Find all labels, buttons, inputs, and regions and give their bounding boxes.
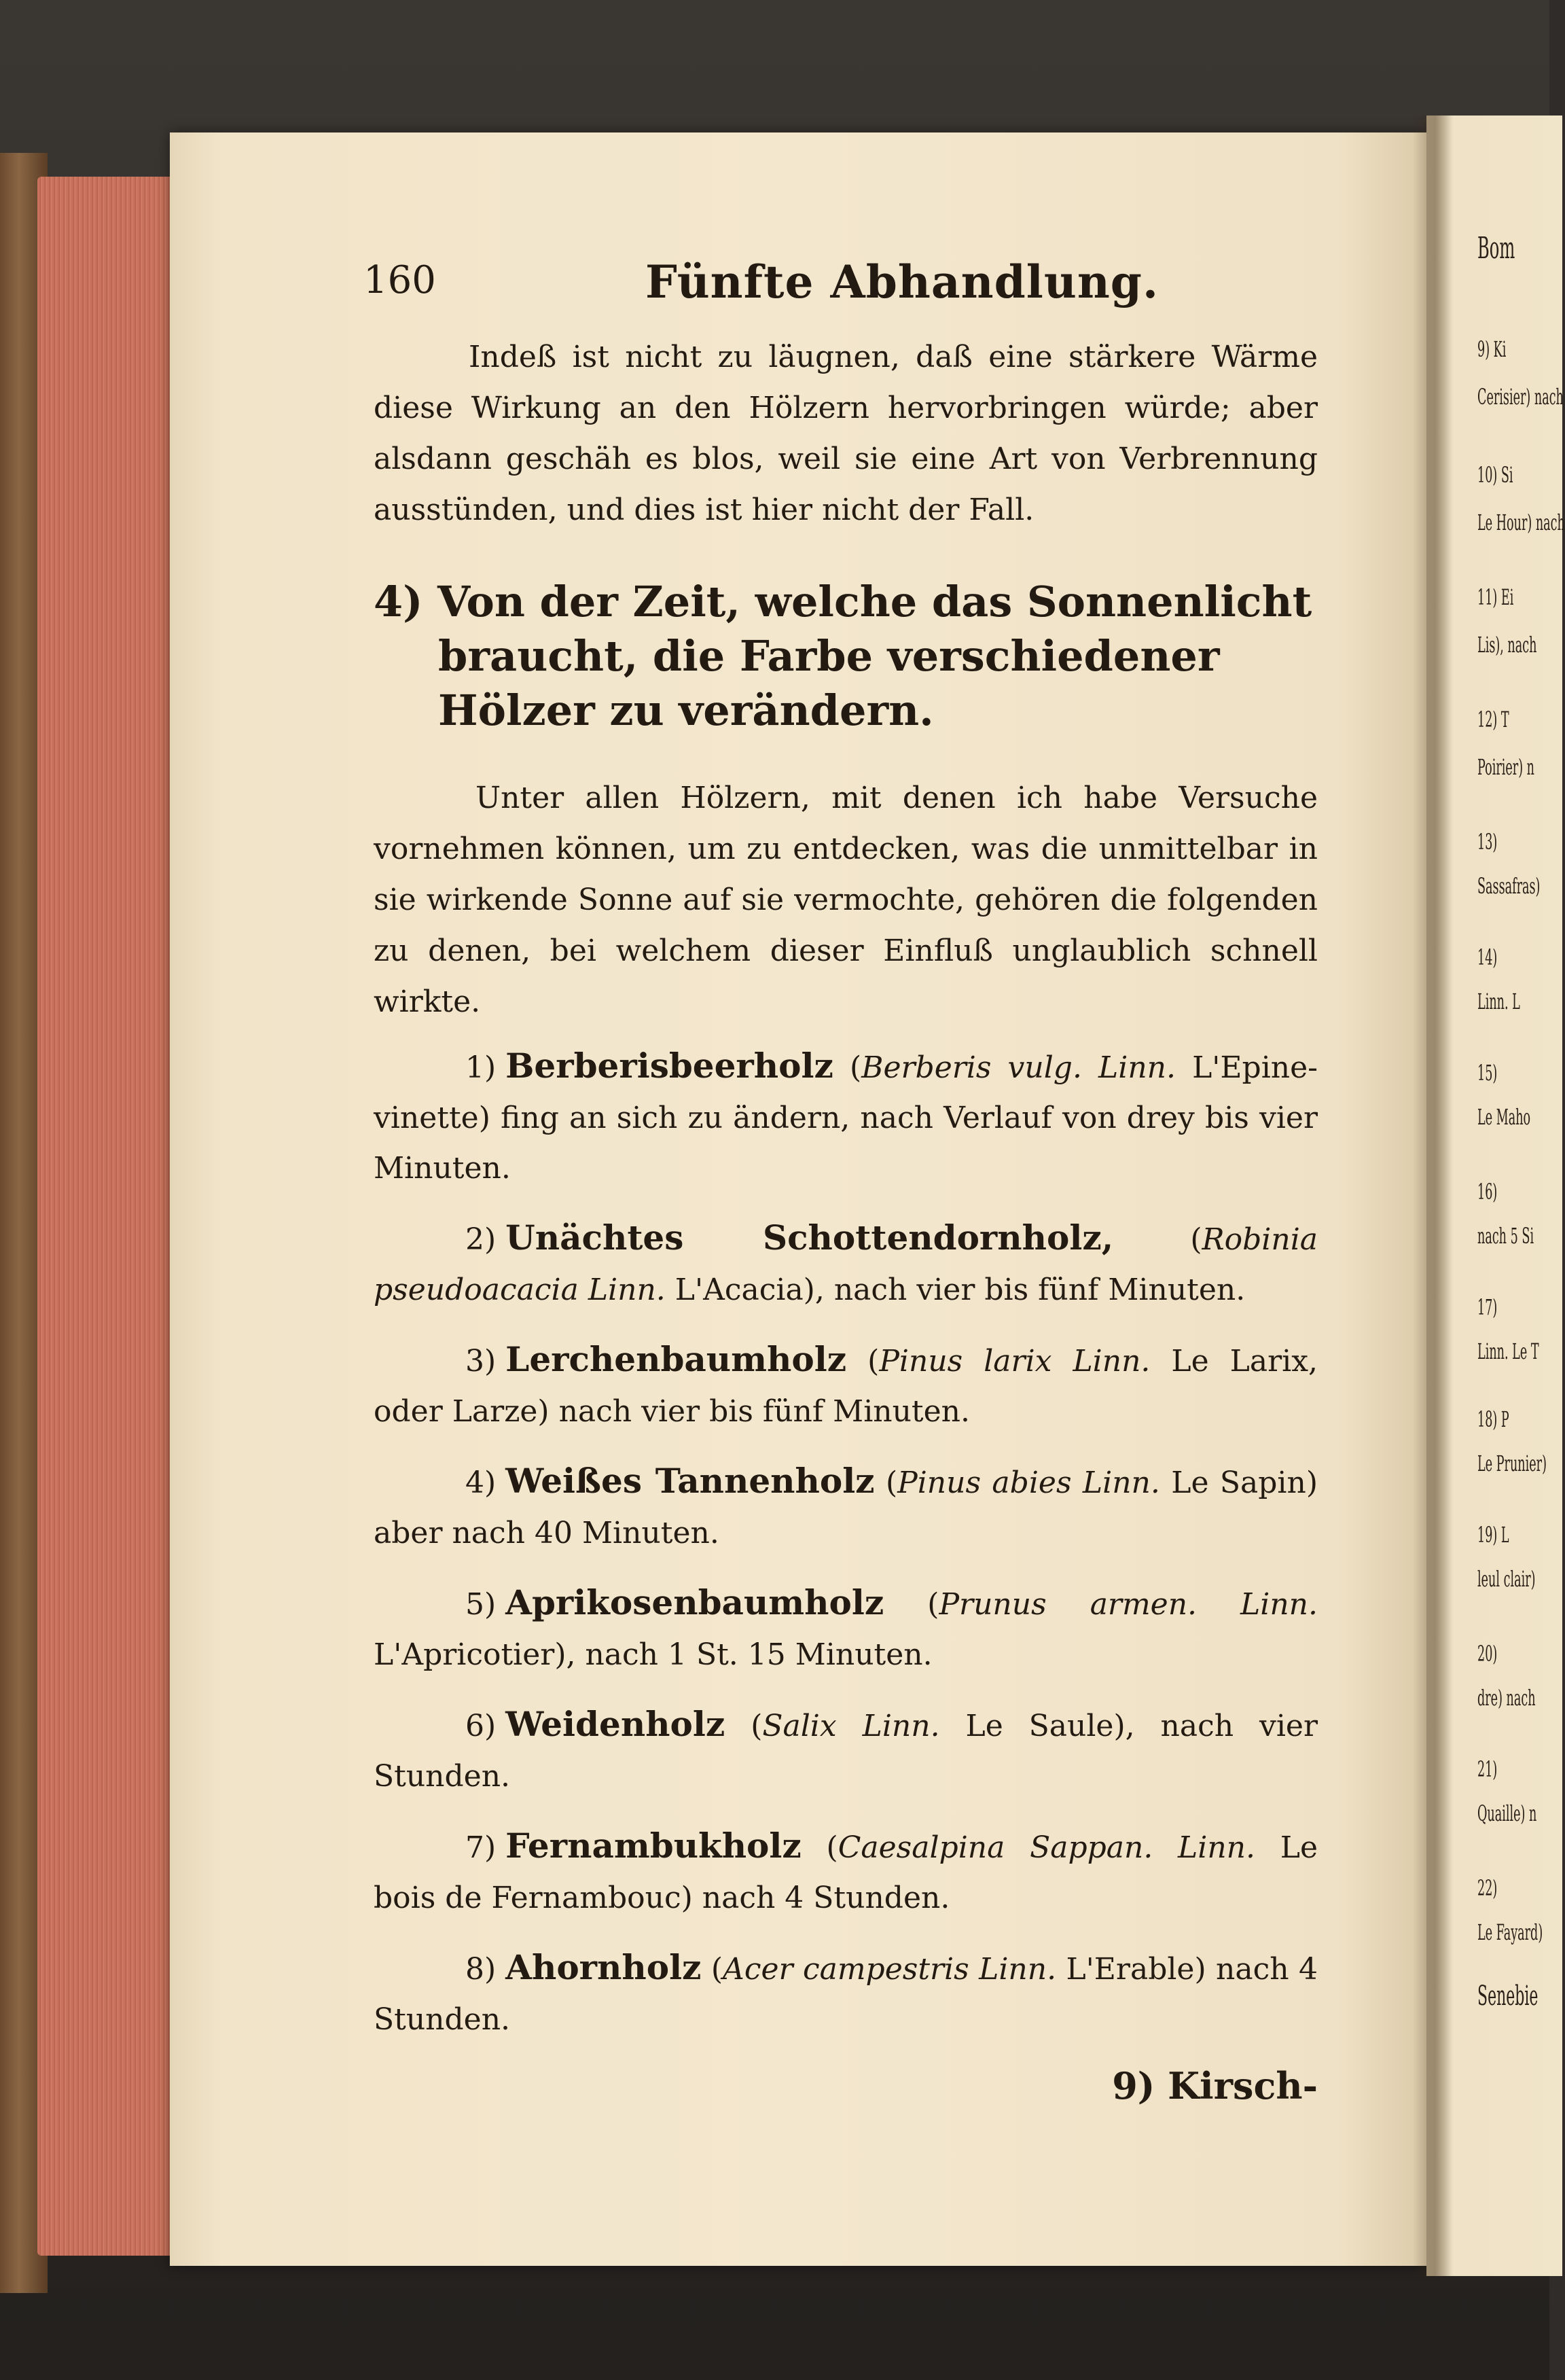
wood-name: Lerchenbaumholz [505,1339,847,1380]
latin-name: Berberis vulg. Linn. [861,1050,1176,1086]
list-item: 6) Weidenholz (Salix Linn. Le Saule), nach vier Stunden. [374,1704,1318,1794]
facing-fragment: Sassafras) [1477,873,1541,899]
facing-fragment: 10) Si [1477,462,1513,488]
latin-name: Robinia pseudoacacia Linn. [374,1222,1318,1308]
facing-fragment: 11) Ei [1477,584,1514,610]
facing-fragment: Lis), nach [1477,632,1537,658]
facing-fragment: Senebie [1477,1981,1539,2012]
facing-fragment: Poirier) n [1477,754,1535,780]
list-item: 7) Fernambukholz (Caesalpina Sappan. Linn. Le bois de Fernambouc) nach 4 Stunden. [374,1826,1318,1916]
list-item: 8) Ahornholz (Acer campestris Linn. L'Erable) nach 4 Stunden. [374,1947,1318,2038]
facing-fragment: 14) [1477,944,1498,970]
page-fore-edge [37,177,183,2256]
page-number: 160 [363,258,436,302]
facing-fragment: 20) [1477,1641,1498,1667]
facing-fragment: 12) T [1477,707,1509,732]
facing-fragment: 22) [1477,1875,1498,1901]
section-heading: 4) Von der Zeit, welche das Sonnenlicht braucht, die Farbe verschiedener Hölzer zu verändern. [374,577,1312,735]
list-item: 5) Aprikosenbaumholz (Prunus armen. Linn. L'Apricotier), nach 1 St. 15 Minuten. [374,1582,1318,1673]
wood-name: Unächtes Schottendornholz, [505,1218,1114,1258]
wood-name: Berberisbeerholz [505,1046,833,1086]
wood-name: Aprikosenbaumholz [505,1582,884,1623]
section-paragraph: Unter allen Hölzern, mit denen ich habe Versuche vornehmen können, um zu entdecken, was die unmittelbar in sie wirkende Sonne auf sie vermochte, gehören die folgenden zu denen, bei welchem dieser Einfluß unglaublich schnell wirkte. [374,781,1318,1020]
facing-fragment: 15) [1477,1060,1498,1086]
facing-fragment: Bom [1477,231,1515,266]
facing-fragment: 17) [1477,1294,1498,1320]
facing-fragment: Le Hour) nach [1477,510,1565,535]
latin-name: Pinus abies Linn. [897,1466,1160,1501]
facing-fragment: Le Fayard) [1477,1919,1543,1945]
facing-fragment: Quaille) n [1477,1800,1537,1826]
facing-fragment: Linn. Le T [1477,1338,1539,1364]
latin-name: Salix Linn. [762,1709,940,1744]
facing-fragment: Cerisier) nach [1477,384,1564,410]
latin-name: Caesalpina Sappan. Linn. [838,1830,1256,1866]
intro-paragraph: Indeß ist nicht zu läugnen, daß eine stärkere Wärme diese Wirkung an den Hölzern hervorbringen würde; aber alsdann geschäh es blos, weil sie eine Art von Verbrennung ausstünden, und dies ist hier nicht der Fall. [374,340,1318,527]
facing-fragment: 19) L [1477,1522,1509,1548]
list-item: 1) Berberisbeerholz (Berberis vulg. Linn. L'Epine-vinette) fing an sich zu ändern, nach Verlauf von drey bis vier Minuten. [374,1046,1318,1186]
running-title: Fünfte Abhandlung. [645,255,1159,308]
latin-name: Prunus armen. Linn. [939,1587,1318,1622]
facing-fragment: 9) Ki [1477,336,1507,362]
facing-fragment: nach 5 Si [1477,1223,1534,1249]
list-item: 3) Lerchenbaumholz (Pinus larix Linn. Le Larix, oder Larze) nach vier bis fünf Minuten. [374,1339,1318,1429]
wood-name: Weißes Tannenholz [505,1461,875,1502]
catchword: 9) Kirsch- [1112,2064,1318,2108]
facing-fragment: Le Maho [1477,1104,1531,1130]
wood-name: Weidenholz [505,1704,725,1745]
facing-fragment: leul clair) [1477,1566,1536,1592]
facing-fragment: 16) [1477,1179,1498,1205]
book-gutter [1413,116,1454,2276]
page-text [363,245,1318,2108]
facing-fragment: dre) nach [1477,1685,1536,1711]
list-item: 4) Weißes Tannenholz (Pinus abies Linn. Le Sapin) aber nach 40 Minuten. [374,1461,1318,1551]
running-head [363,245,1318,319]
facing-fragment: Linn. L [1477,989,1520,1014]
latin-name: Acer campestris Linn. [723,1952,1057,1987]
facing-fragment: 18) P [1477,1406,1509,1432]
list-item: 2) Unächtes Schottendornholz, (Robinia pseudoacacia Linn. L'Acacia), nach vier bis fünf Minuten. [374,1218,1318,1308]
latin-name: Pinus larix Linn. [879,1344,1151,1379]
wood-name: Fernambukholz [505,1826,802,1866]
facing-fragment: Le Prunier) [1477,1451,1547,1476]
wood-name: Ahornholz [505,1947,702,1988]
facing-fragment: 13) [1477,829,1498,855]
facing-fragment: 21) [1477,1756,1498,1782]
wood-list [374,1041,1318,2045]
